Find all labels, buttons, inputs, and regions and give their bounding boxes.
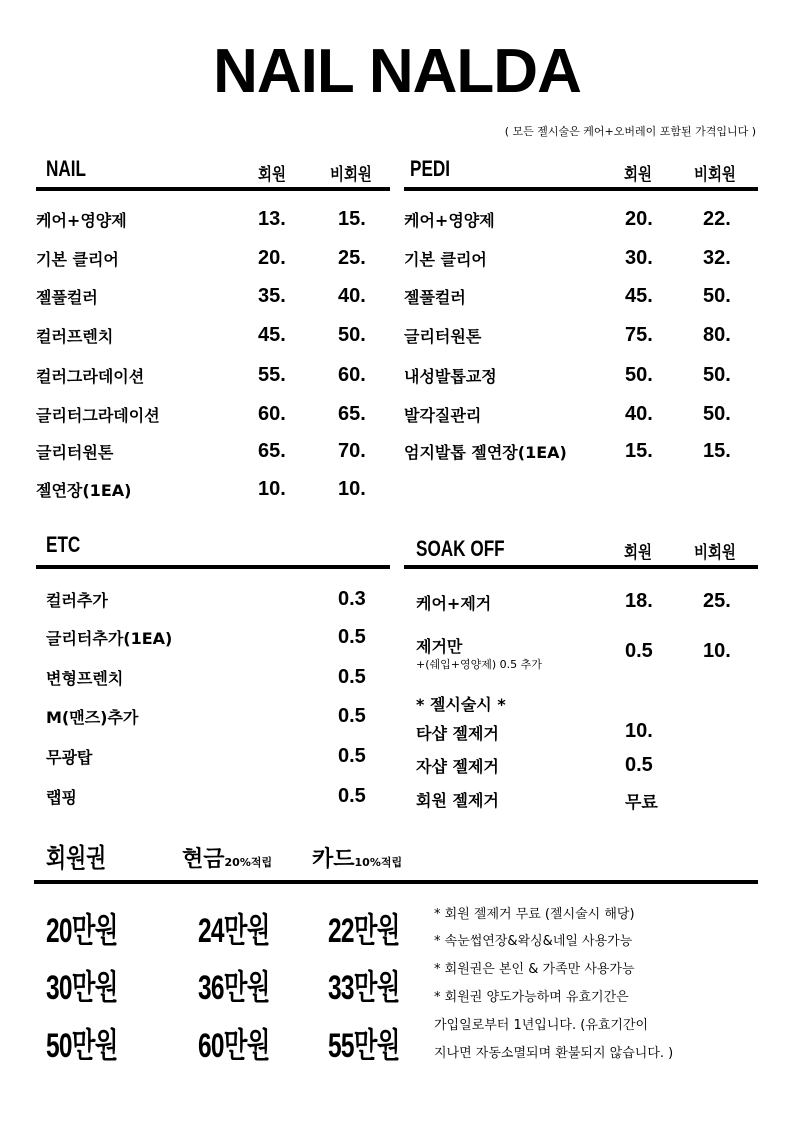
nail-item-member: 45. xyxy=(258,324,286,346)
etc-item-name: M(맨즈)추가 xyxy=(46,708,139,727)
nail-item-member: 20. xyxy=(258,247,286,269)
etc-item-name: 무광탑 xyxy=(46,748,93,767)
nail-header: NAIL xyxy=(46,156,87,181)
pedi-item-member: 30. xyxy=(625,247,653,269)
card-label: 카드 xyxy=(312,847,355,872)
price-note: ( 모든 젤시술은 케어+오버레이 포함된 가격입니다 ) xyxy=(504,125,756,138)
etc-item-price: 0.5 xyxy=(338,785,366,807)
nail-item-name: 컬러프렌치 xyxy=(36,327,114,346)
etc-item-price: 0.5 xyxy=(338,626,366,648)
nail-item-nonmember: 10. xyxy=(338,478,366,500)
pedi-item-nonmember: 50. xyxy=(703,285,731,307)
nail-item-name: 젤풀컬러 xyxy=(36,288,98,307)
etc-header: ETC xyxy=(46,532,81,557)
soak-remove-nonmember: 10. xyxy=(703,640,731,662)
pedi-item-member: 45. xyxy=(625,285,653,307)
etc-item-price: 0.3 xyxy=(338,588,366,610)
nail-item-nonmember: 25. xyxy=(338,247,366,269)
pedi-item-name: 기본 클리어 xyxy=(404,250,487,269)
gel-item-name: 타샵 젤제거 xyxy=(416,724,499,743)
membership-note: * 속눈썹연장&왁싱&네일 사용가능 xyxy=(434,934,633,949)
membership-note: * 회원권 양도가능하며 유효기간은 xyxy=(434,990,629,1005)
soak-care-nonmember: 25. xyxy=(703,590,731,612)
soak-care-member: 18. xyxy=(625,590,653,612)
cash-rate: 20%적립 xyxy=(224,856,273,869)
pedi-header-rule xyxy=(404,187,758,191)
pedi-col-nonmember: 비회원 xyxy=(694,165,736,185)
membership-base: 20만원 xyxy=(46,912,118,950)
card-header xyxy=(312,842,402,873)
soak-header: SOAK OFF xyxy=(416,536,505,561)
nail-item-name: 글리터그라데이션 xyxy=(36,406,160,425)
pedi-item-name: 글리터원톤 xyxy=(404,327,482,346)
nail-item-member: 10. xyxy=(258,478,286,500)
pedi-item-nonmember: 80. xyxy=(703,324,731,346)
pedi-item-nonmember: 32. xyxy=(703,247,731,269)
etc-item-name: 컬러추가 xyxy=(46,591,108,610)
etc-item-price: 0.5 xyxy=(338,705,366,727)
nail-item-member: 65. xyxy=(258,440,286,462)
page-title: NAIL NALDA xyxy=(213,37,581,106)
etc-header-rule xyxy=(36,565,390,569)
nail-item-name: 글리터원톤 xyxy=(36,443,114,462)
nail-item-name: 컬러그라데이션 xyxy=(36,367,145,386)
pedi-item-name: 젤풀컬러 xyxy=(404,288,466,307)
membership-header: 회원권 xyxy=(46,844,107,874)
pedi-item-member: 20. xyxy=(625,208,653,230)
nail-item-member: 55. xyxy=(258,364,286,386)
nail-item-member: 13. xyxy=(258,208,286,230)
soak-remove-name: 제거만 xyxy=(416,637,463,656)
pedi-col-member: 회원 xyxy=(624,165,652,185)
pedi-item-member: 75. xyxy=(625,324,653,346)
gel-item-price: 10. xyxy=(625,720,653,742)
pedi-item-member: 50. xyxy=(625,364,653,386)
membership-base: 30만원 xyxy=(46,969,118,1007)
membership-card: 22만원 xyxy=(328,912,400,950)
soak-remove-sub: +(쉐입+영양제) 0.5 추가 xyxy=(416,658,542,671)
soak-col-nonmember: 비회원 xyxy=(694,543,736,563)
cash-label: 현금 xyxy=(182,847,225,872)
nail-item-name: 케어+영양제 xyxy=(36,211,127,230)
pedi-item-name: 엄지발톱 젤연장(1EA) xyxy=(404,443,567,462)
membership-card: 33만원 xyxy=(328,969,400,1007)
etc-item-name: 글리터추가(1EA) xyxy=(46,629,173,648)
cash-header xyxy=(182,842,272,873)
nail-item-nonmember: 40. xyxy=(338,285,366,307)
membership-note: 가입일로부터 1년입니다. (유효기간이 xyxy=(434,1018,649,1033)
soak-care-name: 케어+제거 xyxy=(416,594,492,613)
nail-col-member: 회원 xyxy=(258,165,286,185)
membership-note: * 회원 젤제거 무료 (젤시술시 해당) xyxy=(434,907,635,922)
pedi-item-nonmember: 50. xyxy=(703,364,731,386)
nail-item-name: 젤연장(1EA) xyxy=(36,481,132,500)
gel-item-price: 무료 xyxy=(625,793,658,813)
pedi-header: PEDI xyxy=(410,156,451,181)
membership-cash: 24만원 xyxy=(198,912,270,950)
nail-item-member: 35. xyxy=(258,285,286,307)
nail-item-name: 기본 클리어 xyxy=(36,250,119,269)
membership-cash: 60만원 xyxy=(198,1027,270,1065)
nail-item-nonmember: 50. xyxy=(338,324,366,346)
nail-header-rule xyxy=(36,187,390,191)
membership-header-rule xyxy=(34,880,758,884)
card-rate: 10%적립 xyxy=(354,856,403,869)
nail-item-nonmember: 60. xyxy=(338,364,366,386)
gel-item-name: 회원 젤제거 xyxy=(416,791,499,810)
membership-note: * 회원권은 본인 & 가족만 사용가능 xyxy=(434,962,635,977)
nail-item-member: 60. xyxy=(258,403,286,425)
etc-item-name: 랩핑 xyxy=(46,788,77,807)
etc-item-price: 0.5 xyxy=(338,745,366,767)
nail-col-nonmember: 비회원 xyxy=(330,165,372,185)
etc-item-price: 0.5 xyxy=(338,666,366,688)
membership-base: 50만원 xyxy=(46,1027,118,1065)
membership-note: 지나면 자동소멸되며 환불되지 않습니다. ) xyxy=(434,1046,674,1061)
pedi-item-nonmember: 22. xyxy=(703,208,731,230)
pedi-item-member: 15. xyxy=(625,440,653,462)
pedi-item-name: 발각질관리 xyxy=(404,406,482,425)
membership-cash: 36만원 xyxy=(198,969,270,1007)
gel-procedure-label: * 젤시술시 * xyxy=(416,695,506,714)
gel-item-name: 자샵 젤제거 xyxy=(416,757,499,776)
soak-header-rule xyxy=(404,565,758,569)
nail-item-nonmember: 15. xyxy=(338,208,366,230)
membership-card: 55만원 xyxy=(328,1027,400,1065)
soak-remove-member: 0.5 xyxy=(625,640,653,662)
pedi-item-member: 40. xyxy=(625,403,653,425)
nail-item-nonmember: 70. xyxy=(338,440,366,462)
pedi-item-nonmember: 50. xyxy=(703,403,731,425)
nail-item-nonmember: 65. xyxy=(338,403,366,425)
pedi-item-nonmember: 15. xyxy=(703,440,731,462)
pedi-item-name: 케어+영양제 xyxy=(404,211,495,230)
pedi-item-name: 내성발톱교정 xyxy=(404,367,497,386)
etc-item-name: 변형프렌치 xyxy=(46,669,124,688)
gel-item-price: 0.5 xyxy=(625,754,653,776)
soak-col-member: 회원 xyxy=(624,543,652,563)
